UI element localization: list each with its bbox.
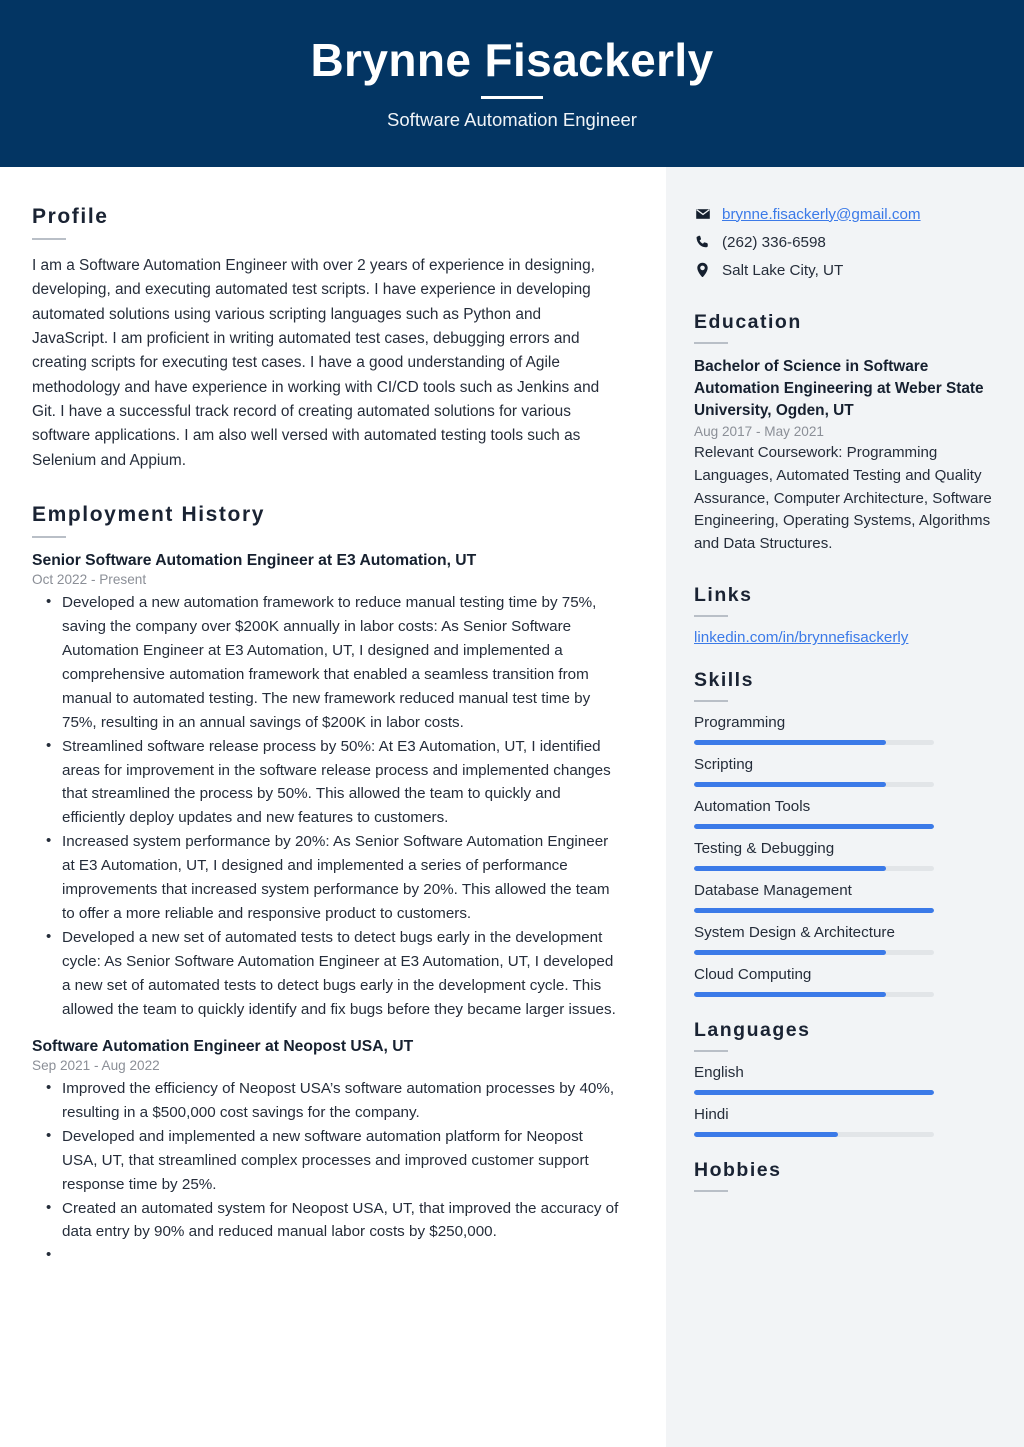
skill <box>694 966 996 997</box>
job-bullet-list <box>32 591 620 1022</box>
job-title: Senior Software Automation Engineer at E3 Automation, UT <box>32 551 477 569</box>
education-date: Aug 2017 - May 2021 <box>694 423 824 439</box>
skill-level-track <box>694 824 934 829</box>
profile-section <box>32 205 620 473</box>
job-bullet: • Streamlined software release process by 50%: At E3 Automation, UT, I identified areas for improvement in the software release process and implemented changes that streamlined the process by 50%. This allowed the team to quickly and efficiently deploy updates and new features to customers. <box>32 735 620 831</box>
skill <box>694 840 996 871</box>
skill-label: Database Management <box>694 882 852 900</box>
job-bullet: • Created an automated system for Neopost USA, UT, that improved the accuracy of data entry by 90% and reduced manual labor costs by $250,000. <box>32 1197 620 1245</box>
hobbies-heading-rule <box>694 1190 728 1192</box>
skill <box>694 714 996 745</box>
sidebar-column <box>666 167 1024 1447</box>
resume-body <box>0 167 1024 1447</box>
language-level-fill <box>694 1090 934 1095</box>
skill-level-track <box>694 782 934 787</box>
education-section <box>694 311 996 556</box>
language-level-fill <box>694 1132 838 1137</box>
skill-level-track <box>694 866 934 871</box>
employment-list <box>32 552 620 1244</box>
languages-section <box>694 1019 996 1137</box>
location-pin-icon <box>694 262 711 278</box>
profile-heading-rule <box>32 238 66 240</box>
skill <box>694 756 996 787</box>
skills-heading: Skills <box>694 669 754 692</box>
skill-level-fill <box>694 824 934 829</box>
candidate-name: Brynne Fisackerly <box>310 33 714 86</box>
language-label: Hindi <box>694 1106 729 1124</box>
language-label: English <box>694 1064 744 1082</box>
profile-text: I am a Software Automation Engineer with over 2 years of experience in designing, developing, and executing automated test scripts. I have experience in developing automated solutions using various scripting languages such as Python and JavaScript. I am proficient in writing automated test cases, debugging errors and creating scripts for executing test cases. I have a good understanding of Agile methodology and have experience in working with CI/CD tools such as Jenkins and Git. I have a successful track record of creating automated solutions for various software applications. I am also well versed with automated testing tools such as Selenium and Appium. <box>32 257 600 469</box>
profile-heading: Profile <box>32 205 109 228</box>
language <box>694 1064 996 1095</box>
skill-level-fill <box>694 950 886 955</box>
education-heading-rule <box>694 342 728 344</box>
resume-header <box>0 0 1024 167</box>
links-heading-rule <box>694 615 728 617</box>
candidate-job-title: Software Automation Engineer <box>387 109 637 131</box>
links-list <box>694 629 996 647</box>
contact-list <box>694 203 996 281</box>
contact-email-link[interactable]: brynne.fisackerly@gmail.com <box>722 205 921 223</box>
skill-label: System Design & Architecture <box>694 924 895 942</box>
job-entry <box>32 552 620 1022</box>
skill-level-fill <box>694 782 886 787</box>
language <box>694 1106 996 1137</box>
job-bullet: • Developed and implemented a new software automation platform for Neopost USA, UT, that streamlined complex processes and improved customer support response time by 25%. <box>32 1125 620 1197</box>
profile-link[interactable]: linkedin.com/in/brynnefisackerly <box>694 629 909 647</box>
job-date: Sep 2021 - Aug 2022 <box>32 1057 160 1073</box>
links-section <box>694 584 996 647</box>
hobbies-section <box>694 1159 996 1192</box>
employment-section <box>32 503 620 1244</box>
skill <box>694 798 996 829</box>
skills-section <box>694 669 996 997</box>
skill <box>694 882 996 913</box>
skill-label: Cloud Computing <box>694 966 812 984</box>
skill-level-fill <box>694 740 886 745</box>
contact-row <box>694 259 996 281</box>
envelope-icon <box>694 206 711 222</box>
languages-list <box>694 1064 996 1137</box>
language-level-track <box>694 1090 934 1095</box>
contact-value: (262) 336-6598 <box>722 233 826 251</box>
skill-level-track <box>694 992 934 997</box>
education-heading: Education <box>694 311 802 333</box>
skill <box>694 924 996 955</box>
skills-heading-rule <box>694 700 728 702</box>
skill-level-fill <box>694 992 886 997</box>
contact-value: Salt Lake City, UT <box>722 261 844 279</box>
links-heading: Links <box>694 584 753 607</box>
hobbies-heading: Hobbies <box>694 1159 782 1182</box>
languages-heading-rule <box>694 1050 728 1052</box>
contact-row <box>694 231 996 253</box>
job-entry <box>32 1038 620 1245</box>
language-level-track <box>694 1132 934 1137</box>
header-divider <box>481 96 543 99</box>
skills-list <box>694 714 996 997</box>
job-bullet: • Improved the efficiency of Neopost USA’s software automation processes by 40%, resulting in a $500,000 cost savings for the company. <box>32 1077 620 1125</box>
skill-level-track <box>694 950 934 955</box>
skill-label: Testing & Debugging <box>694 840 835 858</box>
skill-level-fill <box>694 908 934 913</box>
job-date: Oct 2022 - Present <box>32 571 147 587</box>
job-bullet: • Developed a new automation framework to reduce manual testing time by 75%, saving the company over $200K annually in labor costs: As Senior Software Automation Engineer at E3 Automation, UT, I designed and implemented a comprehensive automation framework that enabled a seamless transition from manual to automated testing. The new framework reduced manual test time by 75%, resulting in an annual savings of $200K in labor costs. <box>32 591 620 735</box>
skill-level-track <box>694 908 934 913</box>
skill-label: Automation Tools <box>694 798 811 816</box>
main-column <box>0 167 666 1447</box>
skill-level-track <box>694 740 934 745</box>
education-degree: Bachelor of Science in Software Automation Engineering at Weber State University, Ogden, UT <box>694 358 984 419</box>
education-description: Relevant Coursework: Programming Languages, Automated Testing and Quality Assurance, Computer Architecture, Software Engineering, Operating Systems, Algorithms and Data Structures. <box>694 443 992 553</box>
contact-row[interactable] <box>694 203 996 225</box>
employment-heading: Employment History <box>32 502 266 526</box>
languages-heading: Languages <box>694 1019 811 1042</box>
skill-label: Programming <box>694 714 786 732</box>
employment-heading-rule <box>32 536 66 538</box>
phone-icon <box>694 234 711 250</box>
skill-label: Scripting <box>694 756 754 774</box>
job-bullet-list <box>32 1077 620 1245</box>
job-bullet: • Developed a new set of automated tests to detect bugs early in the development cycle: As Senior Software Automation Engineer at E3 Automation, UT, I developed a new set of automated tests to detect bugs early in the development cycle. This allowed the team to quickly identify and fix bugs before they became larger issues. <box>32 926 620 1022</box>
job-title: Software Automation Engineer at Neopost USA, UT <box>32 1037 414 1055</box>
skill-level-fill <box>694 866 886 871</box>
job-bullet: • Increased system performance by 20%: As Senior Software Automation Engineer at E3 Automation, UT, I designed and implemented a series of performance improvements that increased system performance by 20%. This allowed the team to offer a more reliable and responsive product to customers. <box>32 830 620 926</box>
